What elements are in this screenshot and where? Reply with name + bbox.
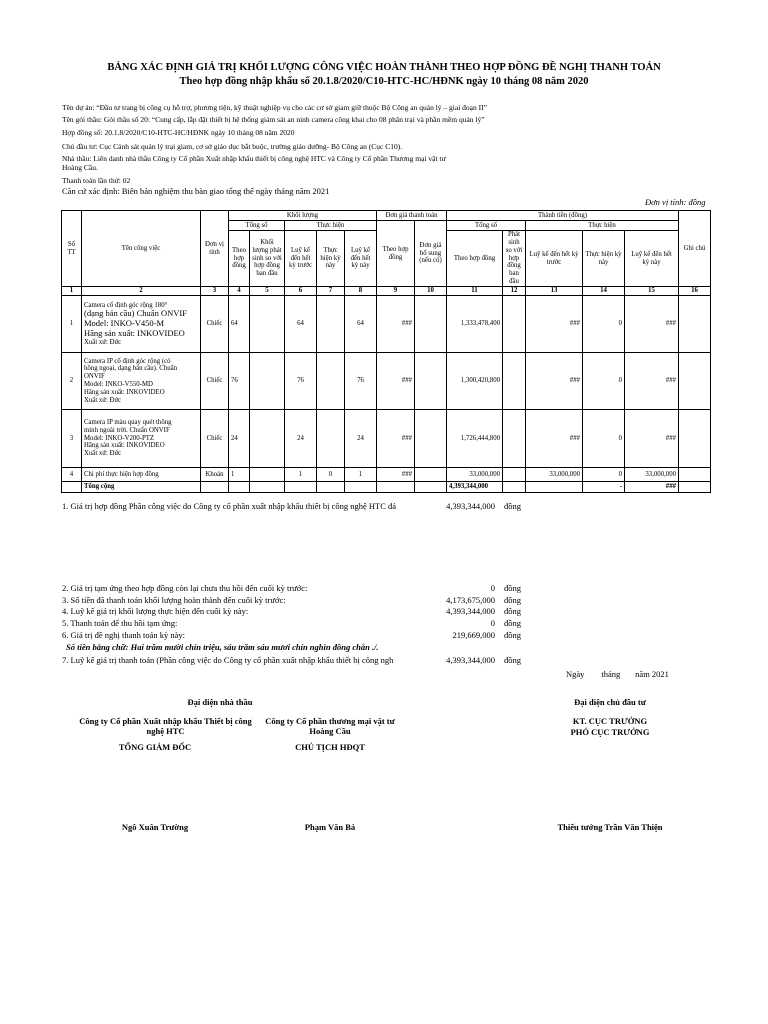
header-stt: Số TT [62, 211, 82, 287]
row-qty-contract: 1 [229, 468, 250, 482]
summary-line-1: 1. Giá trị hợp đồng Phần công việc do Công ty cổ phần xuất nhập khẩu thiết bị công nghệ HTC đả [62, 501, 397, 511]
payment-table [61, 210, 711, 493]
row-note [679, 468, 711, 482]
row-amt-acc-prev: ### [526, 410, 583, 468]
currency-label: đồng [504, 501, 521, 511]
row-qty-contract: 24 [229, 410, 250, 468]
signer-name-3: Thiếu tướng Trần Văn Thiện [557, 822, 663, 832]
summary-value-5: 0 [490, 618, 495, 628]
row-total-contract: 1,333,478,400 [447, 296, 503, 353]
summary-value-2: 0 [490, 583, 495, 593]
row-task-name [82, 353, 201, 410]
col-number: 15 [625, 287, 679, 296]
row-qty-this [317, 353, 345, 410]
summary-value-1: 4,393,344,000 [446, 501, 495, 511]
header-price-contract: Theo hợp đồng [377, 221, 415, 287]
header-unit-price: Đơn giá thanh toán [377, 211, 447, 221]
signing-date: Ngày tháng năm 2021 [566, 669, 669, 679]
name-line: Xuất xứ: Đức [84, 396, 122, 404]
row-stt: 2 [62, 353, 82, 410]
summary-line-3: 3. Số tiền đã thanh toán khối lượng hoàn thành đến cuối kỳ trước: [62, 595, 286, 605]
company-htc: Công ty Cổ phần Xuất nhập khẩu Thiết bị công nghệ HTC [79, 716, 252, 736]
col-number: 4 [229, 287, 250, 296]
header-amt-this: Thực hiện kỳ này [583, 231, 625, 287]
row-price-extra [415, 296, 447, 353]
col-number: 9 [377, 287, 415, 296]
row-task-name [82, 296, 201, 353]
name-line: hồng ngoại, dạng bán cầu). Chuẩn [84, 365, 178, 373]
summary-line-4: 4. Luỹ kế giá trị khối lượng thực hiện đến cuối kỳ này: [62, 606, 249, 616]
name-line: ONVIF [84, 373, 105, 381]
name-line: Camera cố định góc rộng 180° [84, 301, 168, 309]
row-qty-extra [250, 410, 285, 468]
currency-label: đồng [504, 655, 521, 665]
name-line: Model: INKO-V450-M [84, 318, 165, 329]
name-line: Model: INKO-V550-MD [84, 381, 153, 388]
summary-line-6: 6. Giá trị đề nghị thanh toán kỳ này: [62, 630, 185, 640]
col-number: 2 [82, 287, 201, 296]
header-amt-done: Thực hiện [526, 221, 679, 231]
summary-value-4: 4,393,344,000 [446, 606, 495, 616]
project-name: Tên dự án: “Đầu tư trang bị công cụ hỗ trợ, phương tiện, kỹ thuật nghiệp vụ cho các cơ sở giam giữ thuộc Bộ Công an quản lý – giai đoạn II” [62, 103, 487, 112]
col-number: 14 [583, 287, 625, 296]
total-contract: 4,393,344,000 [447, 482, 503, 493]
summary-line-2: 2. Giá trị tạm ứng theo hợp đồng còn lại chưa thu hồi đến cuối kỳ trước: [62, 583, 308, 593]
row-amt-this: 0 [583, 468, 625, 482]
header-amount: Thành tiền (đồng) [447, 211, 679, 221]
row-qty-extra [250, 296, 285, 353]
total-row [62, 482, 711, 493]
summary-line-5: 5. Thanh toán để thu hồi tạm ứng: [62, 618, 178, 628]
package-name: Tên gói thầu: Gói thầu số 20: “Cung cấp, lắp đặt thiết bị hệ thống giám sát an ninh camera công khai cho 08 phân trại và phần mềm quản lý” [62, 115, 485, 124]
summary-value-3: 4,173,675,000 [446, 595, 495, 605]
table-row [62, 410, 711, 468]
name-line: Xuất xứ: Đức [84, 450, 122, 458]
header-price-extra: Đơn giá bổ sung (nếu có) [415, 221, 447, 287]
role-general-director: TỔNG GIÁM ĐỐC [118, 742, 192, 752]
signer-name-2: Phạm Văn Bá [304, 822, 356, 832]
row-price: ### [377, 468, 415, 482]
header-amt-acc-prev: Luỹ kế đến hết kỳ trước [526, 231, 583, 287]
contractor-representative: Đại diện nhà thầu [187, 697, 253, 707]
summary-value-6: 219,669,000 [452, 630, 495, 640]
row-amt-acc-now: ### [625, 353, 679, 410]
row-unit: Khoản [201, 468, 229, 482]
col-number: 6 [285, 287, 317, 296]
total-amt-this: - [583, 482, 625, 493]
header-qty-this: Thực hiện kỳ này [317, 231, 345, 287]
role-chairman: CHỦ TỊCH HĐQT [295, 742, 365, 752]
row-total-extra [503, 468, 526, 482]
row-amt-acc-now: ### [625, 410, 679, 468]
company-hoang-cau: Công ty Cổ phần thương mại vật tư Hoàng Cầu [265, 716, 395, 736]
row-qty-acc-prev: 64 [285, 296, 317, 353]
header-qty-total: Tổng số [229, 221, 285, 231]
name-line: Camera IP cố định góc rộng (có [84, 357, 171, 365]
row-price-extra [415, 353, 447, 410]
row-total-contract: 1,726,444,800 [447, 410, 503, 468]
contractor-line2: Hoàng Cầu. [62, 163, 98, 172]
header-unit: Đơn vị tính [201, 211, 229, 287]
row-qty-acc-prev: 1 [285, 468, 317, 482]
row-stt: 4 [62, 468, 82, 482]
row-total-extra [503, 410, 526, 468]
name-line: Model: INKO-V200-PTZ [84, 434, 155, 442]
row-qty-acc-prev: 76 [285, 353, 317, 410]
col-number: 8 [345, 287, 377, 296]
currency-unit: Đơn vị tính: đồng [645, 197, 706, 207]
document-title: BẢNG XÁC ĐỊNH GIÁ TRỊ KHỐI LƯỢNG CÔNG VIỆC HOÀN THÀNH THEO HỢP ĐỒNG ĐỀ NGHỊ THANH TOÁN [107, 62, 661, 73]
row-amt-acc-now: ### [625, 296, 679, 353]
contract-number: Hợp đồng số: 20.1.8/2020/C10-HTC-HC/HĐNK ngày 10 tháng 08 năm 2020 [62, 128, 295, 137]
row-note [679, 410, 711, 468]
row-amt-this: 0 [583, 296, 625, 353]
row-qty-extra [250, 468, 285, 482]
row-qty-this [317, 410, 345, 468]
total-label: Tổng cộng [82, 482, 201, 493]
col-number: 10 [415, 287, 447, 296]
header-qty-acc-prev: Luỹ kế đến hết kỳ trước [285, 231, 317, 287]
header-task-name: Tên công việc [82, 211, 201, 287]
contractor-line1: Nhà thầu: Liên danh nhà thầu Công ty Cổ phần Xuất nhập khẩu thiết bị công nghệ HTC và Công ty Cổ phần Thương mại vật tư [62, 154, 446, 163]
row-total-contract: 1,300,420,800 [447, 353, 503, 410]
currency-label: đồng [504, 595, 521, 605]
col-number: 7 [317, 287, 345, 296]
investor-title-1: KT. CỤC TRƯỞNG [572, 716, 648, 726]
row-amt-acc-prev: ### [526, 296, 583, 353]
row-price-extra [415, 410, 447, 468]
table-row [62, 296, 711, 353]
col-number: 1 [62, 287, 82, 296]
investor-title-2: PHÓ CỤC TRƯỞNG [570, 727, 650, 737]
row-price: ### [377, 353, 415, 410]
row-price: ### [377, 410, 415, 468]
name-line: minh ngoài trời. Chuẩn ONVIF [84, 426, 170, 434]
row-qty-acc-now: 76 [345, 353, 377, 410]
row-stt: 3 [62, 410, 82, 468]
row-qty-acc-now: 1 [345, 468, 377, 482]
header-note: Ghi chú [679, 211, 711, 287]
row-qty-acc-now: 64 [345, 296, 377, 353]
row-task-name [82, 410, 201, 468]
payment-number: Thanh toán lần thứ: 02 [62, 176, 131, 185]
name-line: Hãng sản xuất: INKOVIDEO [84, 442, 165, 450]
currency-label: đồng [504, 630, 521, 640]
header-amt-acc-now: Luỹ kế đến hết kỳ này [625, 231, 679, 287]
header-qty-acc-now: Luỹ kế đến hết kỳ này [345, 231, 377, 287]
name-line: Camera IP màu quay quét thông [84, 418, 172, 426]
row-qty-this [317, 296, 345, 353]
col-number: 16 [679, 287, 711, 296]
currency-label: đồng [504, 618, 521, 628]
row-unit: Chiếc [201, 410, 229, 468]
name-line: Hãng sản xuất: INKOVIDEO [84, 388, 165, 396]
investor: Chủ đầu tư: Cục Cảnh sát quản lý trại giam, cơ sở giáo dục bắt buộc, trường giáo dưỡng- Bộ Công an (Cục C10). [62, 142, 403, 151]
col-number: 3 [201, 287, 229, 296]
row-note [679, 296, 711, 353]
row-total-extra [503, 353, 526, 410]
row-stt: 1 [62, 296, 82, 353]
table-row [62, 468, 711, 482]
signer-name-1: Ngô Xuân Trường [121, 822, 189, 832]
row-amt-acc-now: 33,000,000 [625, 468, 679, 482]
row-qty-contract: 64 [229, 296, 250, 353]
col-number: 5 [250, 287, 285, 296]
document-subtitle: Theo hợp đồng nhập khẩu số 20.1.8/2020/C10-HTC-HC/HĐNK ngày 10 tháng 08 năm 2020 [179, 76, 589, 87]
name-line: Hãng sản xuất: INKOVIDEO [84, 327, 185, 338]
header-qty-contract: Theo hợp đồng [229, 231, 250, 287]
header-quantity: Khối lượng [229, 211, 377, 221]
col-number: 12 [503, 287, 526, 296]
row-unit: Chiếc [201, 296, 229, 353]
currency-label: đồng [504, 583, 521, 593]
table-row [62, 353, 711, 410]
name-line: Xuất xứ: Đức [84, 338, 122, 346]
row-amt-acc-prev: ### [526, 353, 583, 410]
row-price-extra [415, 468, 447, 482]
name-line: (dạng bán cầu) Chuẩn ONVIF [84, 308, 187, 319]
row-qty-acc-now: 24 [345, 410, 377, 468]
row-amt-acc-prev: 33,000,000 [526, 468, 583, 482]
row-note [679, 353, 711, 410]
header-amt-total: Tổng số [447, 221, 526, 231]
row-task-name: Chi phí thực hiện hợp đồng [82, 468, 201, 482]
row-total-extra [503, 296, 526, 353]
header-amt-extra: Phát sinh so với hợp đồng ban đầu [503, 231, 526, 287]
row-qty-acc-prev: 24 [285, 410, 317, 468]
currency-label: đồng [504, 606, 521, 616]
header-amt-contract: Theo hợp đồng [447, 231, 503, 287]
row-price: ### [377, 296, 415, 353]
header-qty-done: Thực hiện [285, 221, 377, 231]
row-qty-this: 0 [317, 468, 345, 482]
col-number: 13 [526, 287, 583, 296]
row-amt-this: 0 [583, 353, 625, 410]
col-number: 11 [447, 287, 503, 296]
row-qty-extra [250, 353, 285, 410]
summary-value-7: 4,393,344,000 [446, 655, 495, 665]
row-unit: Chiếc [201, 353, 229, 410]
total-amt-acc-now: ### [625, 482, 679, 493]
investor-representative: Đại diện chủ đầu tư [574, 697, 646, 707]
basis: Căn cứ xác định: Biên bản nghiệm thu bàn giao tổng thể ngày tháng năm 2021 [62, 186, 330, 196]
row-qty-contract: 76 [229, 353, 250, 410]
row-total-contract: 33,000,000 [447, 468, 503, 482]
header-qty-extra: Khối lượng phát sinh so với hợp đồng ban đầu [250, 231, 285, 287]
row-amt-this: 0 [583, 410, 625, 468]
amount-in-words: Số tiền bằng chữ: Hai trăm mười chín triệu, sáu trăm sáu mươi chín nghìn đồng chẵn ./. [66, 642, 379, 652]
summary-line-7: 7. Luỹ kế giá trị thanh toán (Phần công việc do Công ty cổ phần xuất nhập khẩu thiết bị công ngh [62, 655, 394, 665]
